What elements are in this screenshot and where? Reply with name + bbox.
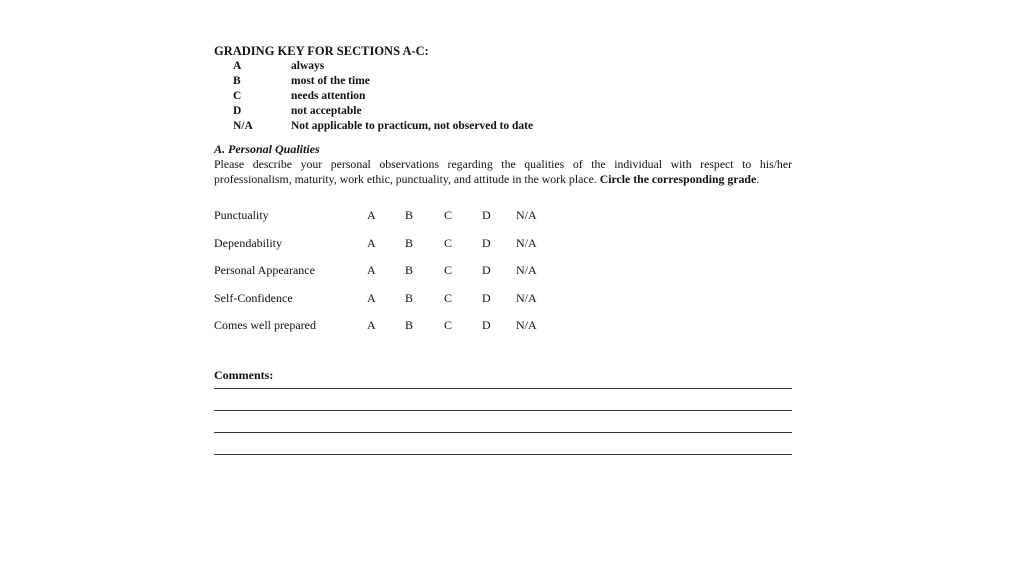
- grade-option[interactable]: B: [405, 263, 414, 278]
- grade-code: C: [233, 90, 242, 102]
- criterion-label: Punctuality: [214, 208, 269, 223]
- section-a-title: A. Personal Qualities: [214, 142, 320, 156]
- grade-option[interactable]: B: [405, 290, 414, 305]
- grading-key-item: [214, 104, 792, 119]
- grade-option[interactable]: A: [367, 235, 376, 250]
- criterion-label: Self-Confidence: [214, 290, 293, 305]
- grade-meaning: Not applicable to practicum, not observed to date: [291, 120, 534, 132]
- grade-option[interactable]: D: [482, 208, 491, 223]
- section-a-description-text: Please describe your personal observations regarding the qualities of the individual with respect to his/her professionalism, maturity, work ethic, punctuality, and attitude in the work place.: [214, 157, 792, 186]
- grade-meaning: needs attention: [291, 90, 366, 102]
- section-a-instruction-end: .: [756, 172, 760, 186]
- comments-label: Comments:: [214, 367, 274, 382]
- grade-option[interactable]: D: [482, 263, 491, 278]
- grade-option[interactable]: C: [444, 235, 453, 250]
- criterion-label: Personal Appearance: [214, 263, 315, 278]
- criterion-label: Dependability: [214, 235, 282, 250]
- grade-option[interactable]: N/A: [516, 318, 537, 333]
- grade-option[interactable]: A: [367, 290, 376, 305]
- grade-option[interactable]: B: [405, 318, 414, 333]
- comment-line[interactable]: [214, 432, 792, 433]
- grade-code: A: [233, 60, 242, 72]
- grade-option[interactable]: D: [482, 235, 491, 250]
- grade-option[interactable]: N/A: [516, 235, 537, 250]
- grade-option[interactable]: C: [444, 208, 453, 223]
- comment-line[interactable]: [214, 410, 792, 411]
- comment-line[interactable]: [214, 388, 792, 389]
- rating-table: [214, 202, 792, 340]
- section-a-description: [214, 157, 792, 187]
- grade-option[interactable]: A: [367, 318, 376, 333]
- grade-code: N/A: [233, 120, 253, 132]
- grading-key-item: [214, 59, 792, 74]
- grading-key-item: [214, 74, 792, 89]
- rating-row: [214, 230, 792, 258]
- grade-code: D: [233, 105, 242, 117]
- comment-line[interactable]: [214, 454, 792, 455]
- grade-option[interactable]: N/A: [516, 208, 537, 223]
- rating-row: [214, 257, 792, 285]
- grade-option[interactable]: N/A: [516, 263, 537, 278]
- grade-option[interactable]: B: [405, 208, 414, 223]
- grade-option[interactable]: C: [444, 263, 453, 278]
- evaluation-form-page: [214, 44, 792, 455]
- grade-option[interactable]: D: [482, 318, 491, 333]
- grade-option[interactable]: C: [444, 318, 453, 333]
- section-a-instruction: Circle the corresponding grade: [599, 172, 757, 186]
- grade-meaning: most of the time: [291, 75, 370, 87]
- rating-row: [214, 285, 792, 313]
- grade-option[interactable]: A: [367, 263, 376, 278]
- grading-key-list: [214, 59, 792, 134]
- grade-meaning: not acceptable: [291, 105, 362, 117]
- grade-code: B: [233, 75, 241, 87]
- grading-key-item: [214, 119, 792, 134]
- grade-option[interactable]: A: [367, 208, 376, 223]
- rating-row: [214, 312, 792, 340]
- grading-key-title: GRADING KEY FOR SECTIONS A-C:: [214, 44, 429, 58]
- grade-option[interactable]: C: [444, 290, 453, 305]
- grade-option[interactable]: N/A: [516, 290, 537, 305]
- grade-option[interactable]: B: [405, 235, 414, 250]
- grade-option[interactable]: D: [482, 290, 491, 305]
- grading-key: [214, 44, 792, 134]
- grading-key-item: [214, 89, 792, 104]
- rating-row: [214, 202, 792, 230]
- criterion-label: Comes well prepared: [214, 318, 316, 333]
- grade-meaning: always: [291, 60, 325, 72]
